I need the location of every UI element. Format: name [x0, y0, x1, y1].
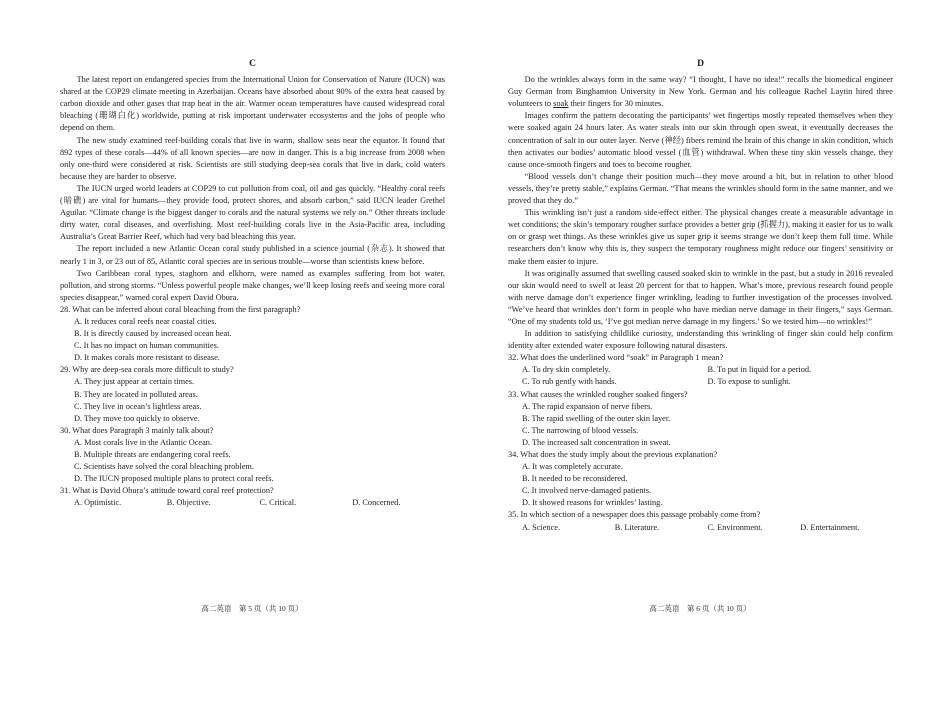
question-stem: 35. In which section of a newspaper does this passage probably come from? [508, 510, 761, 520]
option-c: C. To rub gently with hands. [522, 377, 617, 387]
passage-d-paragraph-6: In addition to satisfying childlike curiosity, understanding this wrinkling of finger skin could help confirm identity after extended water exposure following natural disasters. [508, 329, 893, 351]
passage-c-paragraph-4: The report included a new Atlantic Ocean coral study published in a science journal (杂志). It showed that nearly 1 in 3, or 23 out of 85, Atlantic coral species are in serious trouble—worse than scientists knew before. [60, 244, 445, 266]
option-c: C. The narrowing of blood vessels. [522, 425, 639, 435]
options-row [74, 497, 445, 509]
question-stem: 28. What can be inferred about coral bleaching from the first paragraph? [60, 304, 301, 314]
question-29 [60, 364, 445, 424]
question-30 [60, 425, 445, 485]
option-b: B. It is directly caused by increased ocean heat. [74, 329, 232, 339]
option-c: C. They live in ocean’s lightless areas. [74, 401, 202, 411]
option-d: D. The IUCN proposed multiple plans to protect coral reefs. [74, 474, 274, 484]
question-28 [60, 304, 445, 364]
options-row [522, 364, 893, 376]
passage-c-paragraph-2: The new study examined reef-building corals that live in warm, shallow seas near the equator. It found that 892 types of these corals—44% of all known species—are now in danger. This is a big increase from 2008 when only one-third were considered at risk. Scientists are still studying deep-sea corals that live in dark, cold waters because they are harder to observe. [60, 135, 445, 181]
option-a: A. The rapid expansion of nerve fibers. [522, 401, 653, 411]
question-stem: 31. What is David Obura’s attitude toward coral reef protection? [60, 486, 274, 496]
passage-d-paragraph-2: Images confirm the pattern decorating the participants’ wet fingertips mostly repeated themselves when they were soaked again 24 hours later. As water steals into our skin through open sweat, it eventually decreases the concentration of salt in our outer layer. Nerve (神经) fibers remind the brain of this change in skin condition, which then activates our bodies’ automatic blood vessel (血管) withdrawal. When these tiny skin vessels change, they cause once-smooth fingers and toes to become rougher. [508, 111, 893, 169]
question-stem: 34. What does the study imply about the previous explanation? [508, 450, 718, 459]
option-a: A. It reduces coral reefs near coastal cities. [74, 316, 217, 326]
options-row [522, 376, 893, 388]
option-a: A. Science. [522, 522, 561, 532]
option-c: C. Environment. [707, 522, 763, 532]
option-b: B. It needed to be reconsidered. [522, 474, 628, 484]
question-35 [508, 509, 893, 533]
passage-d-paragraph-3: “Blood vessels don’t change their position much—they move around a bit, but in relation to other blood vessels, they’re pretty stable,” explains German. “That means the wrinkles should form in the same manner, and we proved that they do.” [508, 171, 893, 206]
option-b: B. They are located in polluted areas. [74, 389, 198, 399]
option-b: B. Multiple threats are endangering coral reefs. [74, 450, 231, 459]
passage-c-paragraph-1: The latest report on endangered species from the International Union for Conservation of Nature (IUCN) was shared at the COP29 climate meeting in Azerbaijan. Oceans have absorbed about 90% of the extra heat caused by carbon dioxide and other gases that trap heat in the air. Warmer ocean temperatures have caused widespread coral bleaching (珊瑚白化) worldwide, putting at risk important underwater ecosystems and the jobs of people who depend on them. [60, 75, 445, 133]
option-d: D. It makes corals more resistant to disease. [74, 353, 220, 363]
option-c: C. It involved nerve-damaged patients. [522, 486, 652, 496]
option-c: C. It has no impact on human communities. [74, 341, 219, 351]
option-b: B. To put in liquid for a period. [707, 365, 812, 375]
option-a: A. Most corals live in the Atlantic Ocean. [74, 437, 213, 447]
left-column [60, 58, 445, 509]
option-b: B. Literature. [614, 522, 660, 532]
question-stem: 29. Why are deep-sea corals more difficult to study? [60, 365, 234, 375]
question-31 [60, 485, 445, 509]
question-stem: 32. What does the underlined word “soak” in Paragraph 1 mean? [508, 353, 724, 363]
option-a: A. To dry skin completely. [522, 365, 611, 375]
option-d: D. It showed reasons for wrinkles’ lasting. [522, 498, 663, 508]
question-stem: 30. What does Paragraph 3 mainly talk about? [60, 425, 214, 435]
option-d: D. The increased salt concentration in sweat. [522, 437, 671, 447]
option-a: A. Optimistic. [74, 498, 122, 508]
option-d: D. They move too quickly to observe. [74, 413, 200, 423]
question-34 [508, 449, 893, 509]
option-c: C. Scientists have solved the coral bleaching problem. [74, 462, 254, 472]
option-b: B. Objective. [166, 498, 211, 508]
question-32 [508, 352, 893, 388]
page-footer-left: 高二英语 第 5 页（共 10 页） [201, 604, 303, 613]
option-c: C. Critical. [259, 498, 297, 508]
option-d: D. Concerned. [352, 498, 401, 508]
question-33 [508, 389, 893, 449]
option-b: B. The rapid swelling of the outer skin layer. [522, 413, 671, 423]
right-column [508, 58, 893, 534]
option-a: A. It was completely accurate. [522, 462, 623, 472]
option-d: D. To expose to sunlight. [707, 377, 791, 387]
passage-c-paragraph-3: The IUCN urged world leaders at COP29 to cut pollution from coal, oil and gas quickly. “Healthy coral reefs (暗礁) are vital for humans—they provide food, protect shores, and absorb carbon,” said IUCN leader Grethel Aguilar. “Climate change is the biggest danger to corals and the natural systems we rely on.” Other threats include dirty water, coral diseases, and overfishing. Most reef-building corals live in the Asia-Pacific area, including Australia’s Great Barrier Reef, which had very bad bleaching this year. [60, 183, 445, 242]
option-a: A. They just appear at certain times. [74, 377, 195, 387]
page-footer-right: 高二英语 第 6 页（共 10 页） [649, 604, 751, 613]
passage-c-paragraph-5: Two Caribbean coral types, staghorn and elkhorn, were named as examples suffering from hot water, pollution, and strong storms. “Unless powerful people make changes, we’ll keep losing reefs and seeing more coral species disappear,” warned coral expert David Obura. [60, 268, 445, 302]
passage-d-paragraph-4: This wrinkling isn’t just a random side-effect either. The physical changes create a measurable advantage in wet conditions; the skin’s temporary rougher surface provides a better grip (抓握力), making it easier for us to walk on or grasp wet things. As these wrinkles give us super grip it seems strange we don’t keep them full time. While researchers don’t know why this is, they suspect the temporary roughness might reduce our fingers’ sensitivity or make them easier to injure. [508, 208, 894, 266]
option-d: D. Entertainment. [800, 522, 860, 532]
passage-c-heading: C [249, 59, 256, 69]
options-row [522, 522, 893, 534]
passage-d-paragraph-5: It was originally assumed that swelling caused soaked skin to wrinkle in the past, but a study in 2016 revealed our skin would need to swell at least 20 percent for that to happen. What’s more, previous research found people with nerve damage don’t experience finger wrinkling, leading to further investigation of the processes involved. “We’ve heard that wrinkles don’t form in people who have median nerve damage in their fingers,” says German. “One of my students told us, ‘I’ve got median nerve damage in my fingers.’ So we tested him—no wrinkles!” [508, 268, 893, 326]
question-stem: 33. What causes the wrinkled rougher soaked fingers? [508, 389, 688, 399]
passage-d-heading: D [697, 59, 704, 69]
passage-d-paragraph-1: Do the wrinkles always form in the same way? “I thought, I have no idea!” recalls the biomedical engineer Guy German from Binghamton University in New York. German and his colleague Rachel Laytin hired three volunteers to soak their fingers for 30 minutes. [508, 75, 893, 109]
